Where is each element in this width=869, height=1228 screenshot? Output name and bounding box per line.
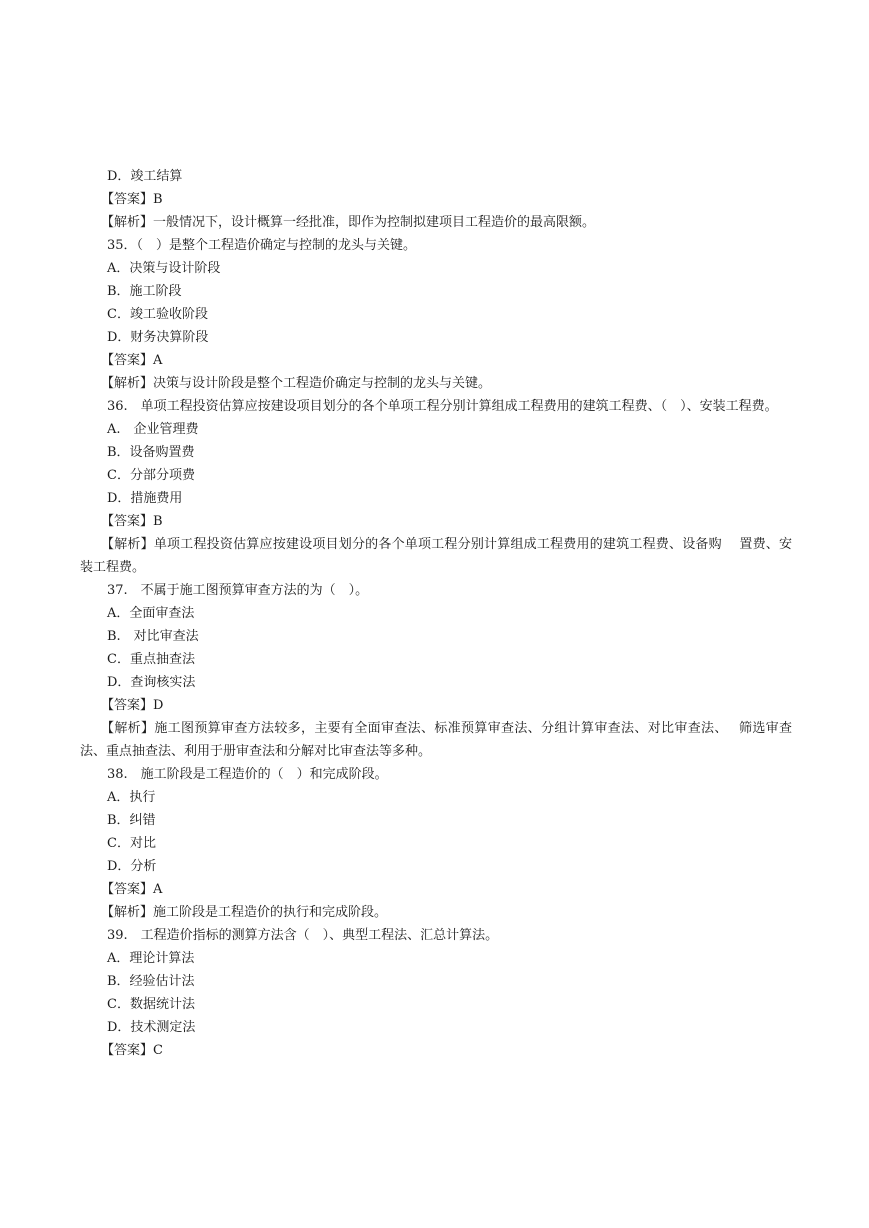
analysis-line: 【解析】决策与设计阶段是整个工程造价确定与控制的龙头与关键。 bbox=[101, 376, 492, 391]
answer-line: 【答案】A bbox=[101, 353, 163, 368]
option-line: B．纠错 bbox=[107, 813, 156, 828]
option-line: B. 对比审查法 bbox=[107, 629, 199, 644]
option-line: D．措施费用 bbox=[107, 491, 183, 506]
analysis-paragraph: 【解析】施工图预算审查方法较多，主要有全面审查法、标准预算审查法、分组计算审查法、对比审查法、 筛选审查法、重点抽查法、利用于册审查法和分解对比审查法等多种。 bbox=[80, 721, 792, 759]
option-line: D．分析 bbox=[107, 859, 157, 874]
question-39: 39. 工程造价指标的测算方法含（ ）、典型工程法、汇总计算法。 bbox=[107, 928, 499, 943]
analysis-line: 【解析】施工阶段是工程造价的执行和完成阶段。 bbox=[101, 905, 388, 920]
option-line: B．经验估计法 bbox=[107, 974, 195, 989]
analysis-line: 【解析】一般情况下，设计概算一经批准，即作为控制拟建项目工程造价的最高限额。 bbox=[101, 215, 596, 230]
option-line: B．设备购置费 bbox=[107, 445, 195, 460]
option-line: D．查询核实法 bbox=[107, 675, 196, 690]
option-line: C．数据统计法 bbox=[107, 997, 195, 1012]
option-line: C．竣工验收阶段 bbox=[107, 307, 208, 322]
answer-line: 【答案】A bbox=[101, 882, 163, 897]
option-line: D．技术测定法 bbox=[107, 1020, 196, 1035]
option-line: A. 企业管理费 bbox=[107, 422, 199, 437]
option-line: A．决策与设计阶段 bbox=[107, 261, 221, 276]
option-line: D．竣工结算 bbox=[107, 169, 183, 184]
option-line: C．分部分项费 bbox=[107, 468, 195, 483]
option-line: C．对比 bbox=[107, 836, 156, 851]
option-line: B．施工阶段 bbox=[107, 284, 182, 299]
option-line: A．理论计算法 bbox=[107, 951, 195, 966]
answer-line: 【答案】C bbox=[101, 1043, 163, 1058]
document-body bbox=[80, 165, 792, 1062]
answer-line: 【答案】B bbox=[101, 192, 163, 207]
question-35: 35．（ ）是整个工程造价确定与控制的龙头与关键。 bbox=[107, 238, 417, 253]
analysis-paragraph: 【解析】单项工程投资估算应按建设项目划分的各个单项工程分别计算组成工程费用的建筑工程费、设备购 置费、安装工程费。 bbox=[80, 537, 792, 575]
option-line: A．执行 bbox=[107, 790, 156, 805]
answer-line: 【答案】B bbox=[101, 514, 163, 529]
option-line: A．全面审查法 bbox=[107, 606, 195, 621]
question-36: 36. 单项工程投资估算应按建设项目划分的各个单项工程分别计算组成工程费用的建筑工程费、（ ）、安装工程费。 bbox=[107, 399, 778, 414]
option-line: C．重点抽查法 bbox=[107, 652, 195, 667]
option-line: D．财务决算阶段 bbox=[107, 330, 209, 345]
answer-line: 【答案】D bbox=[101, 698, 164, 713]
question-37: 37. 不属于施工图预算审查方法的为（ ）。 bbox=[107, 583, 369, 598]
question-38: 38. 施工阶段是工程造价的（ ）和完成阶段。 bbox=[107, 767, 388, 782]
